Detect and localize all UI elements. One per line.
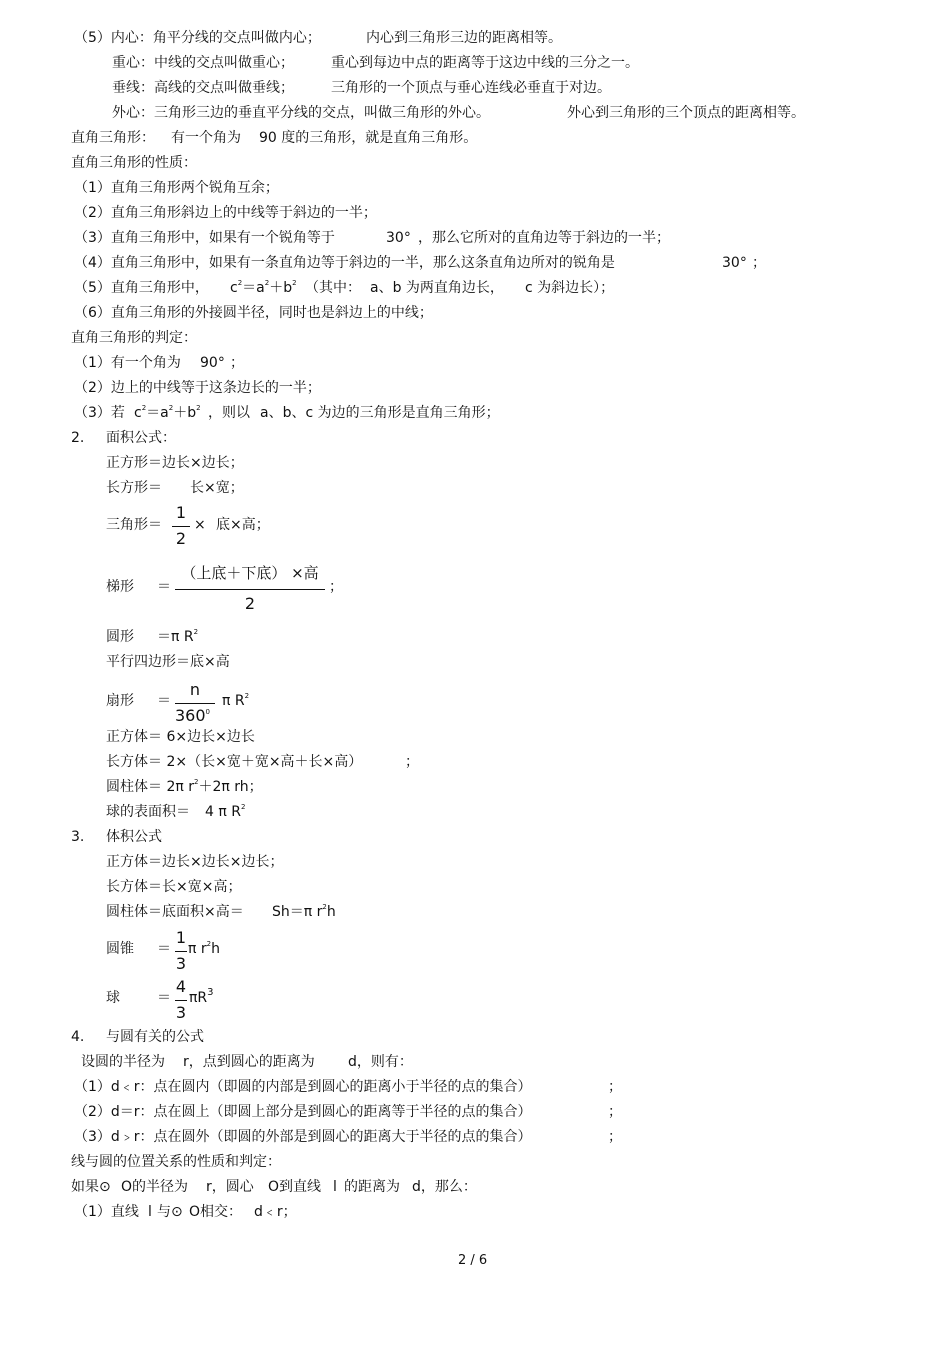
right-triangle-properties-heading: 直角三角形的性质： (71, 155, 197, 171)
criterion-1-a: （1）有一个角为 (74, 355, 181, 371)
property-4-end: ； (752, 255, 766, 271)
sector-fraction: n $360^0$ (175, 682, 215, 726)
criterion-1-angle: 90° (200, 355, 225, 371)
criterion-3-c: a、b、c 为边的三角形是直角三角形； (260, 405, 500, 421)
area-trapezoid-eq: ＝ (157, 579, 171, 595)
centroid-definition: 重心：中线的交点叫做重心； (112, 55, 294, 71)
criterion-3-formula: $c^2=a^2+b^2$ (134, 404, 201, 421)
criterion-1-end: ； (230, 355, 244, 371)
volume-sphere-label: 球 (106, 990, 120, 1006)
area-cube: 正方体＝ 6×边长×边长 (106, 729, 255, 745)
circumcenter-property: 外心到三角形的三个顶点的距离相等。 (567, 105, 805, 121)
volume-cylinder-a: 圆柱体＝底面积×高＝ (106, 904, 244, 920)
area-trapezoid-end: ； (329, 579, 343, 595)
area-triangle-times: × (194, 517, 206, 533)
volume-cube: 正方体＝边长×边长×边长； (106, 854, 284, 870)
line-circle-intro-b: O的半径为 (121, 1179, 189, 1195)
criterion-2: （2）边上的中线等于这条边长的一半； (74, 380, 321, 396)
volume-cuboid: 长方体＝长×宽×高； (106, 879, 242, 895)
property-5-a: （5）直角三角形中， (74, 280, 209, 296)
property-5-c: a、b 为两直角边长， (370, 280, 504, 296)
property-5-b: （其中： (305, 280, 361, 296)
property-4-angle: 30° (722, 255, 747, 271)
area-triangle-label: 三角形＝ (106, 517, 162, 533)
section-2-title: 面积公式： (106, 430, 176, 446)
centroid-property: 重心到每边中点的距离等于这边中线的三分之一。 (331, 55, 639, 71)
line-circle-intro-e: l (333, 1179, 337, 1195)
line-circle-intro-g: d，那么： (412, 1179, 477, 1195)
area-sector-label: 扇形 (106, 693, 134, 709)
area-sphere-label: 球的表面积＝ (106, 804, 190, 820)
point-on: （2）d＝r：点在圆上（即圆上部分是到圆心的距离等于半径的点的集合） (74, 1104, 532, 1120)
point-outside: （3）d﹥r：点在圆外（即圆的外部是到圆心的距离大于半径的点的集合） (74, 1129, 532, 1145)
criterion-3-a: （3）若 (74, 405, 125, 421)
area-triangle-b: 底×高； (216, 517, 270, 533)
right-triangle-def-a: 有一个角为 (171, 130, 241, 146)
area-square: 正方形＝边长×边长； (106, 455, 244, 471)
circle-intro-b: r，点到圆心的距离为 (183, 1054, 315, 1070)
right-triangle-heading: 直角三角形： (71, 130, 155, 146)
volume-cone-formula: π $r^2h$ (188, 940, 220, 957)
property-4-a: （4）直角三角形中，如果有一条直角边等于斜边的一半，那么这条直角边所对的锐角是 (74, 255, 615, 271)
line-circle-intro-c: r，圆心 (206, 1179, 254, 1195)
point-inside-end: ； (608, 1079, 622, 1095)
area-rectangle-a: 长方形＝ (106, 480, 162, 496)
point-outside-end: ； (608, 1129, 622, 1145)
area-circle-formula: ＝π $R^2$ (157, 628, 199, 645)
circle-intro-c: d，则有： (348, 1054, 413, 1070)
line-intersect-d: O相交： (189, 1204, 243, 1220)
property-6: （6）直角三角形的外接圆半径，同时也是斜边上的中线； (74, 305, 433, 321)
section-3-number: 3. (71, 829, 85, 845)
line-circle-heading: 线与圆的位置关系的性质和判定： (71, 1154, 281, 1170)
circle-intro-a: 设圆的半径为 (81, 1054, 165, 1070)
line-intersect-e: d﹤r； (254, 1204, 297, 1220)
area-sphere-formula: 4 π $R^2$ (205, 803, 246, 820)
property-1: （1）直角三角形两个锐角互余； (74, 180, 279, 196)
line-circle-intro-a: 如果⊙ (71, 1179, 111, 1195)
area-cuboid-end: ； (405, 754, 419, 770)
orthocenter-definition: 垂线：高线的交点叫做垂线； (112, 80, 294, 96)
property-3-angle: 30° (386, 230, 411, 246)
pythagorean-formula: $c^2=a^2+b^2$ (230, 279, 297, 296)
incenter-definition: （5）内心：角平分线的交点叫做内心； (74, 30, 321, 46)
right-triangle-def-b: 90 度的三角形，就是直角三角形。 (259, 130, 478, 146)
property-3-b: ，那么它所对的直角边等于斜边的一半； (418, 230, 670, 246)
section-3-title: 体积公式 (106, 829, 162, 845)
criterion-3-b: ，则以 (208, 405, 250, 421)
property-3-a: （3）直角三角形中，如果有一个锐角等于 (74, 230, 335, 246)
volume-cylinder-formula: Sh＝π $r^2h$ (272, 903, 336, 920)
orthocenter-property: 三角形的一个顶点与垂心连线必垂直于对边。 (331, 80, 611, 96)
section-4-title: 与圆有关的公式 (106, 1029, 204, 1045)
line-intersect-a: （1）直线 (74, 1204, 139, 1220)
point-on-end: ； (608, 1104, 622, 1120)
property-5-d: c 为斜边长）； (525, 280, 615, 296)
section-2-number: 2. (71, 430, 85, 446)
fraction-one-half: 1 2 (172, 505, 190, 549)
volume-cone-eq: ＝ (157, 941, 171, 957)
line-circle-intro-f: 的距离为 (344, 1179, 400, 1195)
cone-fraction: 1 3 (175, 928, 187, 973)
circumcenter-definition: 外心：三角形三边的垂直平分线的交点，叫做三角形的外心。 (112, 105, 490, 121)
property-2: （2）直角三角形斜边上的中线等于斜边的一半； (74, 205, 377, 221)
area-sector-formula: π $R^2$ (222, 692, 250, 709)
area-circle-label: 圆形 (106, 629, 134, 645)
area-cylinder: 圆柱体＝ 2π $r^2+2\pi$ rh； (106, 778, 263, 795)
line-circle-intro-d: O到直线 (268, 1179, 322, 1195)
area-cuboid: 长方体＝ 2×（长×宽＋宽×高＋长×高） (106, 754, 363, 770)
area-parallelogram: 平行四边形＝底×高 (106, 654, 230, 670)
volume-cone-label: 圆锥 (106, 941, 134, 957)
volume-sphere-eq: ＝ (157, 990, 171, 1006)
line-intersect-c: 与⊙ (157, 1204, 183, 1220)
sphere-fraction: 4 3 (175, 977, 187, 1022)
volume-sphere-formula: $\pi R^3$ (189, 987, 214, 1006)
page-number: 2 / 6 (458, 1253, 488, 1268)
area-trapezoid-label: 梯形 (106, 579, 134, 595)
area-rectangle-b: 长×宽； (190, 480, 244, 496)
incenter-property: 内心到三角形三边的距离相等。 (366, 30, 562, 46)
trapezoid-fraction: （上底＋下底） ×高 2 (175, 566, 325, 612)
right-triangle-criteria-heading: 直角三角形的判定： (71, 330, 197, 346)
section-4-number: 4. (71, 1029, 85, 1045)
area-sector-eq: ＝ (157, 693, 171, 709)
point-inside: （1）d﹤r：点在圆内（即圆的内部是到圆心的距离小于半径的点的集合） (74, 1079, 532, 1095)
line-intersect-b: l (148, 1204, 152, 1220)
